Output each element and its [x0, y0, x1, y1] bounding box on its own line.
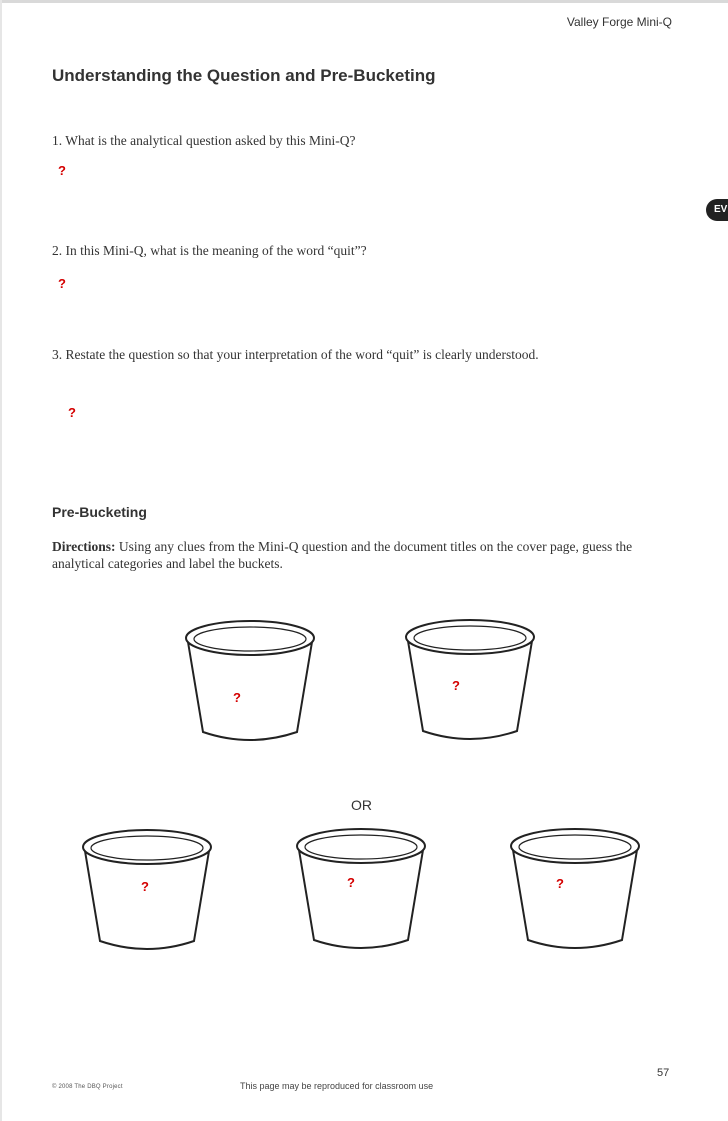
directions-label: Directions:: [52, 539, 116, 554]
bucket-top-2: [403, 617, 539, 743]
bucket-label: ?: [452, 678, 460, 693]
directions-text: Using any clues from the Mini-Q question and the document titles on the cover page, guess the analytical categories and label the buckets.: [52, 539, 633, 571]
question-3: 3. Restate the question so that your interpretation of the word “quit” is clearly understood.: [52, 347, 539, 362]
question-1: 1. What is the analytical question asked by this Mini-Q?: [52, 133, 356, 148]
reproduction-notice: This page may be reproduced for classroom use: [240, 1081, 434, 1091]
bucket-label: ?: [347, 875, 355, 890]
page-title: Understanding the Question and Pre-Bucketing: [52, 66, 436, 85]
copyright-notice: © 2008 The DBQ Project: [52, 1084, 123, 1090]
side-tab[interactable]: EV: [706, 199, 728, 221]
answer-1: ?: [58, 163, 66, 178]
bucket-top-1: [183, 618, 319, 744]
bucket-bottom-1: [80, 827, 216, 953]
series-header: Valley Forge Mini-Q: [566, 15, 672, 29]
answer-2: ?: [58, 276, 66, 291]
bucket-label: ?: [233, 690, 241, 705]
bucket-icon: [294, 826, 430, 952]
answer-3: ?: [68, 405, 76, 420]
bucket-bottom-3: [508, 826, 644, 952]
bucket-icon: [508, 826, 644, 952]
question-2: 2. In this Mini-Q, what is the meaning of the word “quit”?: [52, 243, 367, 258]
bucket-label: ?: [141, 879, 149, 894]
page-number: 57: [657, 1067, 670, 1079]
bucket-icon: [183, 618, 319, 744]
directions: [52, 538, 672, 572]
or-separator: OR: [351, 797, 372, 813]
bucket-icon: [403, 617, 539, 743]
prebucketing-heading: Pre-Bucketing: [52, 504, 147, 520]
bucket-bottom-2: [294, 826, 430, 952]
left-border: [0, 0, 2, 1121]
bucket-label: ?: [556, 876, 564, 891]
top-border: [0, 0, 728, 3]
